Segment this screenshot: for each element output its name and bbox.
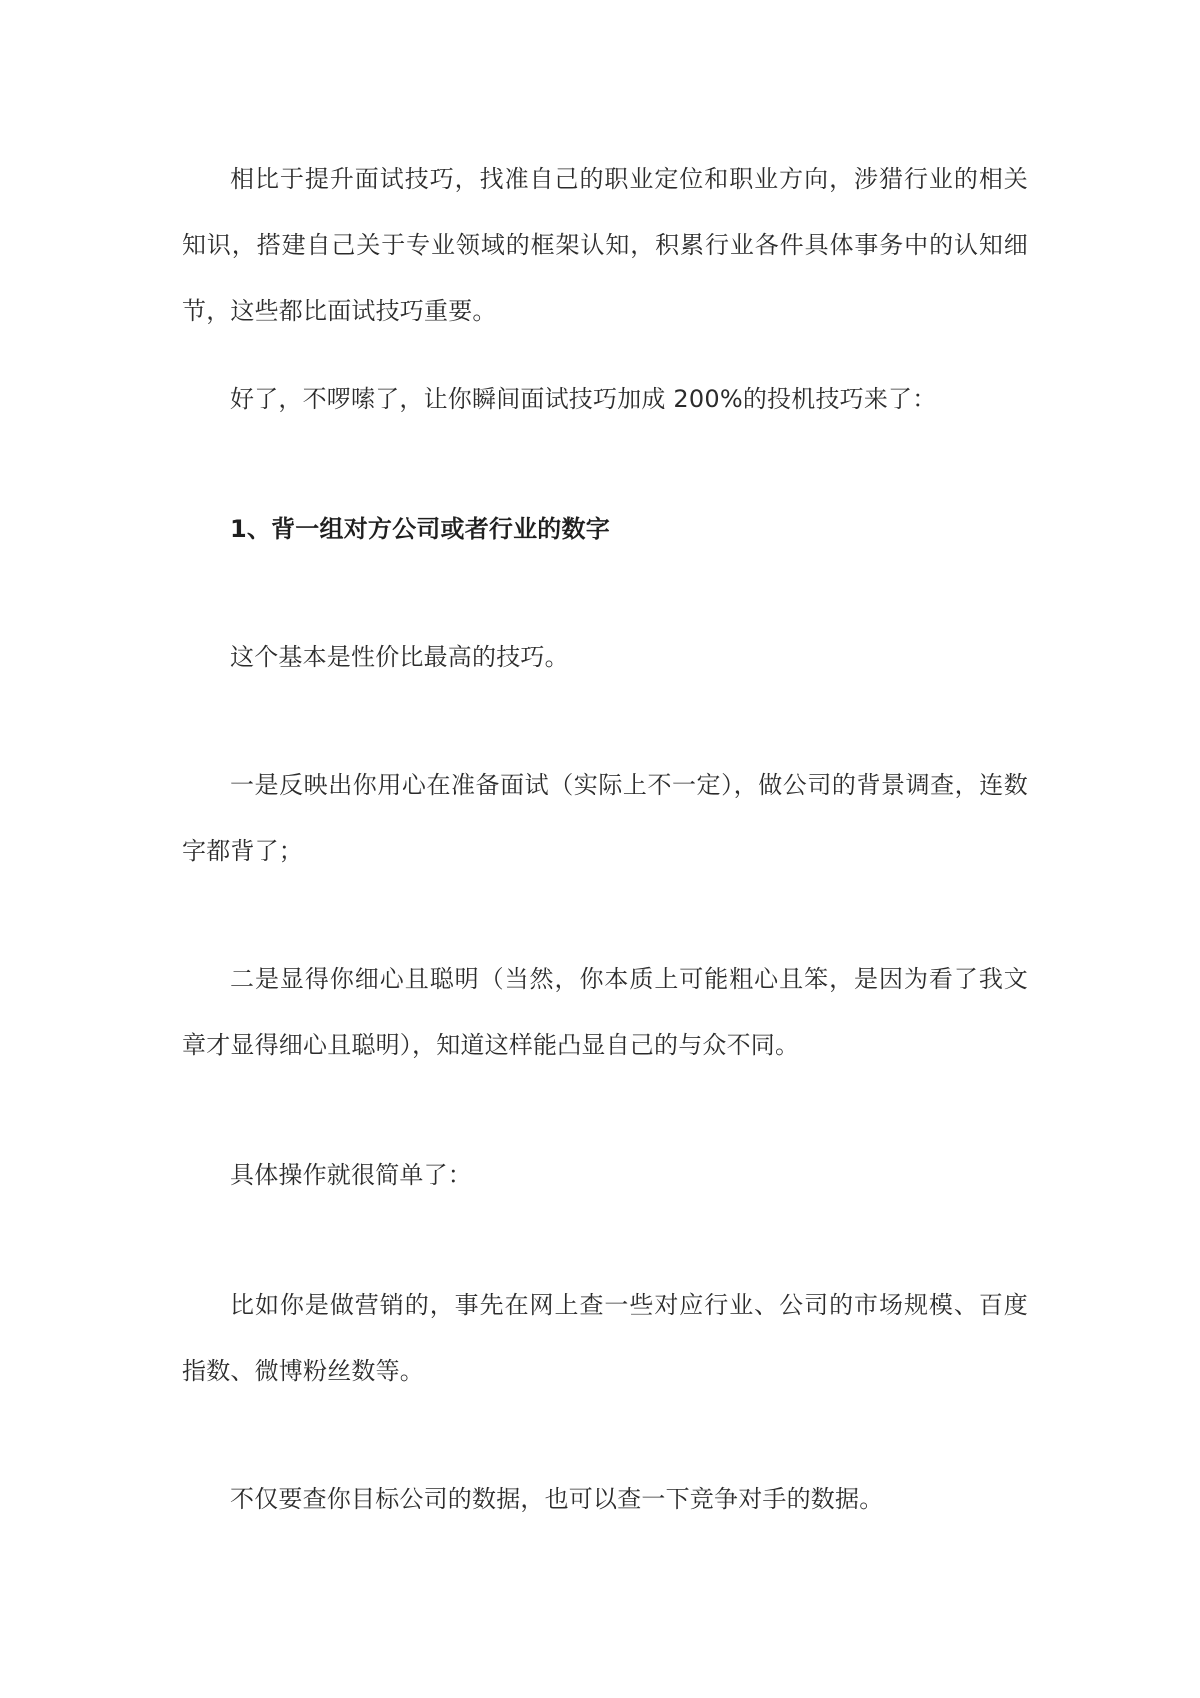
paragraph-marketing-example: 比如你是做营销的，事先在网上查一些对应行业、公司的市场规模、百度指数、微博粉丝数等。 <box>182 1291 1028 1385</box>
paragraph-transition: 好了，不啰嗦了，让你瞬间面试技巧加成 200%的投机技巧来了： <box>230 385 937 413</box>
paragraph-interview-priorities: 相比于提升面试技巧，找准自己的职业定位和职业方向，涉猎行业的相关知识，搭建自己关于专业领域的框架认知，积累行业各件具体事务中的认知细节，这些都比面试技巧重要。 <box>182 165 1028 325</box>
paragraph-cost-effective: 这个基本是性价比最高的技巧。 <box>230 643 569 671</box>
paragraph-reason-one: 一是反映出你用心在准备面试（实际上不一定），做公司的背景调查，连数字都背了； <box>182 771 1028 865</box>
paragraph-reason-two: 二是显得你细心且聪明（当然，你本质上可能粗心且笨，是因为看了我文章才显得细心且聪明），知道这样能凸显自己的与众不同。 <box>182 965 1028 1059</box>
paragraph-operation-intro: 具体操作就很简单了： <box>230 1161 472 1189</box>
section-heading-1: 1、背一组对方公司或者行业的数字 <box>230 515 610 543</box>
paragraph-competitor-data: 不仅要查你目标公司的数据，也可以查一下竞争对手的数据。 <box>230 1485 884 1513</box>
